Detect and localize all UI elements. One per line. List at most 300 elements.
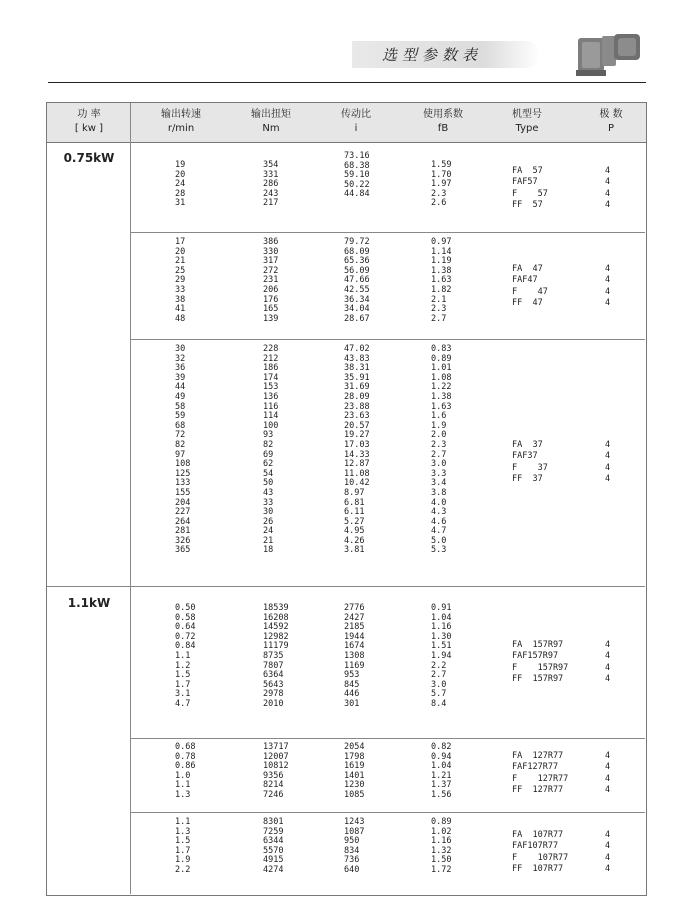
poles-cell: 4 [605,474,611,485]
output-torque-cell: 43 [263,487,274,498]
output-torque-cell: 116 [263,401,279,412]
ratio-cell: 640 [344,864,360,875]
poles-cell: 4 [605,264,611,274]
output-speed-cell: 20 [175,169,186,180]
output-torque-cell: 7807 [263,660,284,671]
ratio-cell: 47.02 [344,344,370,354]
type-cell: FA 157R97 [512,640,564,650]
output-torque-cell: 5570 [263,845,284,856]
output-speed-column [175,161,185,209]
output-torque-cell: 6344 [263,836,284,847]
header-service-factor: 使用系数 fB [423,109,463,134]
service-factor-cell: 1.50 [431,855,452,866]
service-factor-cell: 2.1 [431,294,447,305]
output-torque-cell: 354 [263,160,279,170]
output-torque-cell: 243 [263,188,279,199]
poles-cell: 4 [605,188,611,199]
gear-motor-image [574,26,644,80]
type-column [512,830,568,876]
ratio-cell: 28.67 [344,313,370,324]
output-speed-cell: 1.9 [175,855,191,866]
group-divider [47,586,645,587]
poles-cell: 4 [605,662,611,673]
service-factor-cell: 0.89 [431,817,452,827]
type-cell: FA 127R77 [512,751,564,761]
output-speed-cell: 59 [175,411,186,422]
output-torque-cell: 12007 [263,751,289,762]
service-factor-cell: 3.3 [431,468,447,479]
ratio-cell: 1169 [344,660,365,671]
ratio-cell: 4.95 [344,526,365,537]
type-cell: FAF37 [512,451,538,462]
output-torque-cell: 139 [263,313,279,324]
output-torque-cell: 4915 [263,855,284,866]
output-torque-column [263,345,278,556]
type-cell: FAF127R77 [512,762,559,773]
output-torque-cell: 54 [263,468,274,479]
output-speed-cell: 125 [175,468,191,479]
service-factor-cell: 2.7 [431,449,447,460]
service-factor-cell: 2.7 [431,670,447,681]
output-torque-cell: 286 [263,179,279,190]
output-torque-cell: 69 [263,449,274,460]
service-factor-cell: 0.82 [431,742,452,752]
output-torque-cell: 386 [263,237,279,247]
header-divider [48,82,646,83]
page-title: 选型参数表 [382,46,483,64]
ratio-cell: 1944 [344,631,365,642]
header-output-torque: 输出扭矩 Nm [251,109,291,134]
service-factor-cell: 0.91 [431,603,452,613]
ratio-cell: 43.83 [344,353,370,364]
output-torque-cell: 33 [263,497,274,508]
output-torque-cell: 6364 [263,670,284,681]
service-factor-cell: 1.37 [431,780,452,791]
service-factor-cell: 1.6 [431,411,447,422]
type-cell: FAF57 [512,177,538,188]
ratio-cell: 50.22 [344,179,370,190]
type-cell: FF 107R77 [512,864,564,875]
output-speed-cell: 58 [175,401,186,412]
service-factor-cell: 1.51 [431,641,452,652]
service-factor-cell: 2.3 [431,304,447,315]
output-speed-cell: 1.7 [175,845,191,856]
service-factor-cell: 1.08 [431,372,452,383]
service-factor-cell: 2.6 [431,198,447,209]
output-speed-cell: 0.86 [175,761,196,772]
service-factor-cell: 1.94 [431,650,452,661]
ratio-cell: 65.36 [344,256,370,267]
poles-cell: 4 [605,762,611,773]
output-torque-cell: 12982 [263,631,289,642]
output-speed-cell: 227 [175,507,191,518]
service-factor-cell: 1.01 [431,363,452,374]
output-speed-cell: 21 [175,256,186,267]
header-poles: 极 数 P [599,109,623,134]
output-speed-cell: 68 [175,420,186,431]
output-torque-cell: 13717 [263,742,289,752]
output-torque-cell: 114 [263,411,279,422]
output-speed-column [175,818,190,876]
ratio-cell: 301 [344,698,360,709]
output-torque-column [263,161,278,209]
service-factor-cell: 0.83 [431,344,452,354]
ratio-column [344,743,364,801]
service-factor-cell: 1.22 [431,382,452,393]
column-divider [130,103,131,894]
ratio-cell: 845 [344,679,360,690]
output-speed-cell: 28 [175,188,186,199]
power-label: 0.75kW [63,151,115,165]
ratio-cell: 446 [344,689,360,700]
service-factor-cell: 1.9 [431,420,447,431]
poles-cell: 4 [605,864,611,875]
poles-cell: 4 [605,852,611,863]
output-speed-cell: 1.1 [175,780,191,791]
ratio-cell: 12.87 [344,459,370,470]
output-torque-cell: 2978 [263,689,284,700]
output-torque-cell: 26 [263,516,274,527]
ratio-cell: 28.09 [344,391,370,402]
poles-cell: 4 [605,751,611,761]
poles-cell: 4 [605,462,611,473]
output-speed-cell: 108 [175,459,191,470]
ratio-cell: 59.10 [344,170,370,181]
service-factor-cell: 1.82 [431,284,452,295]
output-speed-cell: 155 [175,487,191,498]
output-torque-cell: 30 [263,507,274,518]
type-cell: FF 157R97 [512,674,564,685]
poles-cell: 4 [605,640,611,650]
service-factor-cell: 2.3 [431,439,447,450]
poles-column [605,751,610,797]
ratio-cell: 1674 [344,641,365,652]
block-divider [130,812,645,813]
output-speed-cell: 36 [175,363,186,374]
ratio-cell: 3.81 [344,545,365,556]
ratio-cell: 6.81 [344,497,365,508]
output-torque-cell: 4274 [263,864,284,875]
header-output-speed: 输出转速 r/min [161,109,201,134]
ratio-column [344,238,370,324]
service-factor-cell: 1.72 [431,864,452,875]
type-cell: FF 127R77 [512,785,564,796]
ratio-cell: 23.88 [344,401,370,412]
type-cell: F 107R77 [512,852,569,863]
output-torque-cell: 231 [263,275,279,286]
ratio-cell: 4.26 [344,535,365,546]
output-speed-cell: 39 [175,372,186,383]
power-label: 1.1kW [67,596,111,610]
poles-cell: 4 [605,841,611,852]
poles-cell: 4 [605,440,611,450]
output-torque-cell: 2010 [263,698,284,709]
output-speed-cell: 0.64 [175,622,196,633]
service-factor-cell: 1.02 [431,826,452,837]
ratio-cell: 2776 [344,603,365,613]
output-speed-cell: 97 [175,449,186,460]
service-factor-cell: 5.7 [431,689,447,700]
service-factor-cell: 1.59 [431,160,452,170]
output-speed-cell: 20 [175,246,186,257]
ratio-cell: 1308 [344,650,365,661]
output-speed-cell: 31 [175,198,186,209]
output-speed-cell: 4.7 [175,698,191,709]
service-factor-cell: 0.94 [431,751,452,762]
ratio-cell: 10.42 [344,478,370,489]
service-factor-column [431,743,451,801]
service-factor-cell: 1.16 [431,622,452,633]
output-speed-cell: 326 [175,535,191,546]
poles-cell: 4 [605,166,611,176]
ratio-cell: 8.97 [344,487,365,498]
output-speed-column [175,743,195,801]
service-factor-cell: 1.70 [431,169,452,180]
output-speed-column [175,345,190,556]
output-speed-cell: 41 [175,304,186,315]
service-factor-cell: 8.4 [431,698,447,709]
ratio-cell: 79.72 [344,237,370,247]
service-factor-column [431,238,451,324]
output-torque-cell: 10812 [263,761,289,772]
service-factor-cell: 4.7 [431,526,447,537]
service-factor-cell: 1.21 [431,770,452,781]
ratio-cell: 56.09 [344,265,370,276]
ratio-cell: 11.08 [344,468,370,479]
output-speed-cell: 25 [175,265,186,276]
ratio-cell: 23.63 [344,411,370,422]
service-factor-cell: 5.3 [431,545,447,556]
type-cell: FA 47 [512,264,543,274]
service-factor-cell: 4.3 [431,507,447,518]
output-speed-cell: 17 [175,237,186,247]
block-divider [130,339,645,340]
block-divider [130,232,645,233]
ratio-column [344,818,364,876]
poles-cell: 4 [605,451,611,462]
output-speed-cell: 3.1 [175,689,191,700]
type-cell: FAF47 [512,275,538,286]
header-type: 机型号 Type [512,109,542,134]
output-torque-cell: 82 [263,439,274,450]
service-factor-cell: 0.89 [431,353,452,364]
poles-cell: 4 [605,298,611,309]
ratio-cell: 68.09 [344,246,370,257]
type-cell: FA 37 [512,440,543,450]
output-speed-cell: 133 [175,478,191,489]
output-torque-cell: 8301 [263,817,284,827]
service-factor-cell: 1.04 [431,612,452,623]
output-torque-cell: 317 [263,256,279,267]
service-factor-cell: 3.0 [431,679,447,690]
poles-cell: 4 [605,830,611,840]
output-speed-cell: 32 [175,353,186,364]
output-torque-cell: 212 [263,353,279,364]
output-speed-cell: 82 [175,439,186,450]
service-factor-cell: 1.04 [431,761,452,772]
output-torque-cell: 217 [263,198,279,209]
type-cell: F 57 [512,188,548,199]
output-torque-column [263,238,278,324]
output-speed-cell: 1.2 [175,660,191,671]
service-factor-cell: 0.97 [431,237,452,247]
type-cell: F 157R97 [512,662,569,673]
service-factor-cell: 2.3 [431,188,447,199]
poles-cell: 4 [605,651,611,662]
poles-cell: 4 [605,200,611,211]
ratio-cell: 1243 [344,817,365,827]
ratio-cell: 20.57 [344,420,370,431]
service-factor-cell: 3.0 [431,459,447,470]
output-torque-cell: 206 [263,284,279,295]
output-speed-cell: 0.58 [175,612,196,623]
output-speed-cell: 72 [175,430,186,441]
service-factor-cell: 1.30 [431,631,452,642]
ratio-cell: 736 [344,855,360,866]
type-cell: FAF107R77 [512,841,559,852]
output-speed-cell: 365 [175,545,191,556]
type-cell: F 47 [512,286,548,297]
service-factor-cell: 2.7 [431,313,447,324]
ratio-cell: 14.33 [344,449,370,460]
output-speed-cell: 2.2 [175,864,191,875]
output-torque-cell: 8735 [263,650,284,661]
output-torque-cell: 186 [263,363,279,374]
output-torque-cell: 331 [263,169,279,180]
ratio-cell: 5.27 [344,516,365,527]
service-factor-cell: 1.16 [431,836,452,847]
block-divider [130,738,645,739]
type-column [512,166,548,212]
output-torque-column [263,818,283,876]
output-speed-cell: 1.1 [175,817,191,827]
output-torque-cell: 93 [263,430,274,441]
service-factor-cell: 2.2 [431,660,447,671]
output-torque-cell: 18539 [263,603,289,613]
output-speed-cell: 30 [175,344,186,354]
service-factor-cell: 3.4 [431,478,447,489]
output-torque-cell: 11179 [263,641,289,652]
type-column [512,264,548,310]
ratio-cell: 834 [344,845,360,856]
type-cell: FAF157R97 [512,651,559,662]
output-torque-cell: 50 [263,478,274,489]
ratio-cell: 1085 [344,789,365,800]
ratio-cell: 68.38 [344,160,370,171]
output-speed-cell: 0.72 [175,631,196,642]
ratio-cell: 19.27 [344,430,370,441]
output-torque-cell: 153 [263,382,279,393]
ratio-cell: 2054 [344,742,365,752]
output-torque-cell: 7246 [263,789,284,800]
type-cell: F 37 [512,462,548,473]
service-factor-cell: 1.14 [431,246,452,257]
ratio-cell: 47.66 [344,275,370,286]
type-cell: FF 37 [512,474,543,485]
ratio-cell: 6.11 [344,507,365,518]
ratio-column [344,345,370,556]
ratio-cell: 44.84 [344,189,370,200]
output-torque-cell: 7259 [263,826,284,837]
output-speed-cell: 1.7 [175,679,191,690]
type-column [512,440,548,486]
type-cell: FA 57 [512,166,543,176]
service-factor-cell: 2.0 [431,430,447,441]
output-speed-cell: 38 [175,294,186,305]
output-speed-cell: 44 [175,382,186,393]
output-torque-cell: 14592 [263,622,289,633]
poles-cell: 4 [605,275,611,286]
poles-column [605,440,610,486]
service-factor-cell: 1.19 [431,256,452,267]
output-speed-cell: 264 [175,516,191,527]
output-speed-cell: 19 [175,160,186,170]
ratio-cell: 17.03 [344,439,370,450]
output-torque-column [263,604,289,710]
output-speed-cell: 0.50 [175,603,196,613]
output-torque-cell: 16208 [263,612,289,623]
output-speed-cell: 204 [175,497,191,508]
service-factor-cell: 1.63 [431,275,452,286]
type-cell: F 127R77 [512,773,569,784]
poles-column [605,166,610,212]
output-speed-cell: 1.5 [175,836,191,847]
output-torque-cell: 62 [263,459,274,470]
service-factor-cell: 1.38 [431,391,452,402]
output-speed-cell: 0.78 [175,751,196,762]
ratio-cell: 38.31 [344,363,370,374]
output-speed-cell: 33 [175,284,186,295]
ratio-cell: 1401 [344,770,365,781]
poles-cell: 4 [605,773,611,784]
output-speed-cell: 1.3 [175,789,191,800]
output-torque-cell: 100 [263,420,279,431]
output-speed-cell: 0.68 [175,742,196,752]
poles-column [605,640,610,686]
ratio-cell: 73.16 [344,151,370,161]
ratio-cell: 42.55 [344,284,370,295]
output-torque-cell: 9356 [263,770,284,781]
output-torque-cell: 136 [263,391,279,402]
ratio-column [344,604,364,710]
poles-cell: 4 [605,286,611,297]
service-factor-cell: 5.0 [431,535,447,546]
output-torque-cell: 5643 [263,679,284,690]
output-torque-column [263,743,289,801]
service-factor-column [431,345,451,556]
output-torque-cell: 272 [263,265,279,276]
output-speed-cell: 1.3 [175,826,191,837]
output-speed-cell: 1.5 [175,670,191,681]
output-speed-cell: 24 [175,179,186,190]
output-torque-cell: 174 [263,372,279,383]
ratio-cell: 1619 [344,761,365,772]
service-factor-column [431,161,451,209]
ratio-cell: 35.91 [344,372,370,383]
ratio-column [344,152,370,200]
ratio-cell: 2185 [344,622,365,633]
output-speed-cell: 1.0 [175,770,191,781]
ratio-cell: 1230 [344,780,365,791]
ratio-cell: 31.69 [344,382,370,393]
ratio-cell: 1087 [344,826,365,837]
service-factor-cell: 4.0 [431,497,447,508]
output-torque-cell: 18 [263,545,274,556]
output-speed-cell: 49 [175,391,186,402]
ratio-cell: 953 [344,670,360,681]
ratio-cell: 34.04 [344,304,370,315]
output-torque-cell: 228 [263,344,279,354]
